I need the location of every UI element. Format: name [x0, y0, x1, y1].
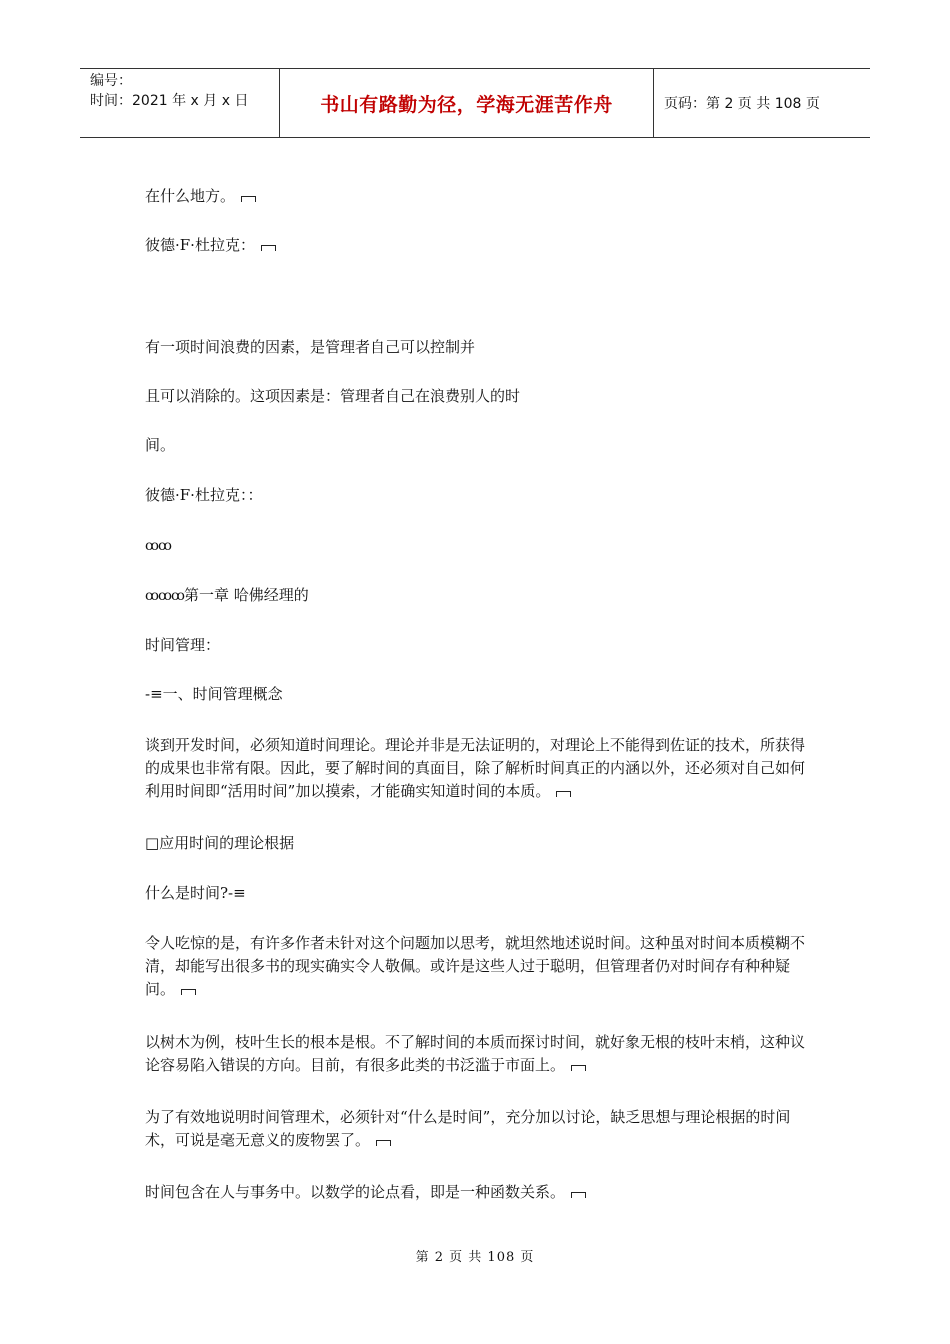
paragraph-mark-icon [571, 1192, 586, 1198]
paragraph: 令人吃惊的是，有许多作者未针对这个问题加以思考，就坦然地述说时间。这种虽对时间本质模糊不清，却能写出很多书的现实确实令人敬佩。或许是这些人过于聪明，但管理者仍对时间存有种种疑问。 [145, 934, 806, 998]
paragraph [145, 534, 810, 558]
section-heading: -≡一、时间管理概念 [145, 685, 283, 703]
paragraph: 有一项时间浪费的因素，是管理者自己可以控制并 [145, 338, 476, 356]
paragraph-mark-icon [376, 1140, 391, 1146]
serial-label: 编号： [90, 73, 132, 89]
symbol-glyph-icon: ꝏꝏꝏ [145, 588, 184, 604]
paragraph-mark-icon [571, 1065, 586, 1071]
paragraph: 时间包含在人与事务中。以数学的论点看，即是一种函数关系。 [145, 1181, 810, 1204]
time-label: 时间：2021 年 x 月 x 日 [90, 93, 249, 109]
paragraph: 以树木为例，枝叶生长的根本是根。不了解时间的本质而探讨时间，就好象无根的枝叶末梢，这种议论容易陷入错误的方向。目前，有很多此类的书泛滥于市面上。 [145, 1033, 806, 1074]
header-page-label: 页码：第 2 页 共 108 页 [664, 96, 820, 112]
paragraph: 彼德·F·杜拉克： [145, 234, 810, 257]
header-info [80, 69, 280, 137]
paragraph: 间。 [145, 436, 176, 454]
paragraph-mark-icon [261, 245, 276, 251]
paragraph: 为了有效地说明时间管理术，必须针对“什么是时间”，充分加以讨论，缺乏思想与理论根据的时间术，可说是毫无意义的废物罢了。 [145, 1108, 791, 1149]
paragraph: 什么是时间?-≡ [145, 884, 246, 902]
paragraph: 彼德·F·杜拉克：： [145, 486, 263, 504]
paragraph: 在什么地方。 [145, 185, 810, 208]
paragraph: 谈到开发时间，必须知道时间理论。理论并非是无法证明的，对理论上不能得到佐证的技术，所获得的成果也非常有限。因此，要了解时间的真面目，除了解析时间真正的内涵以外，还必须对自己如何利用时间即“活用时间”加以摸索，才能确实知道时间的本质。 [145, 736, 806, 800]
subsection-heading: □应用时间的理论根据 [145, 834, 295, 852]
page-footer: 第 2 页 共 108 页 [415, 1250, 535, 1265]
header-motto: 书山有路勤为径，学海无涯苦作舟 [280, 69, 654, 137]
paragraph-mark-icon [241, 196, 256, 202]
paragraph: 时间管理： [145, 636, 221, 654]
paragraph-mark-icon [181, 989, 196, 995]
symbol-glyph-icon: ꝏꝏ [145, 538, 171, 554]
paragraph-mark-icon [556, 791, 571, 797]
paragraph: 且可以消除的。这项因素是：管理者自己在浪费别人的时 [145, 387, 521, 405]
document-header [80, 68, 870, 138]
chapter-heading: ꝏꝏꝏ第一章 哈佛经理的 [145, 586, 309, 604]
